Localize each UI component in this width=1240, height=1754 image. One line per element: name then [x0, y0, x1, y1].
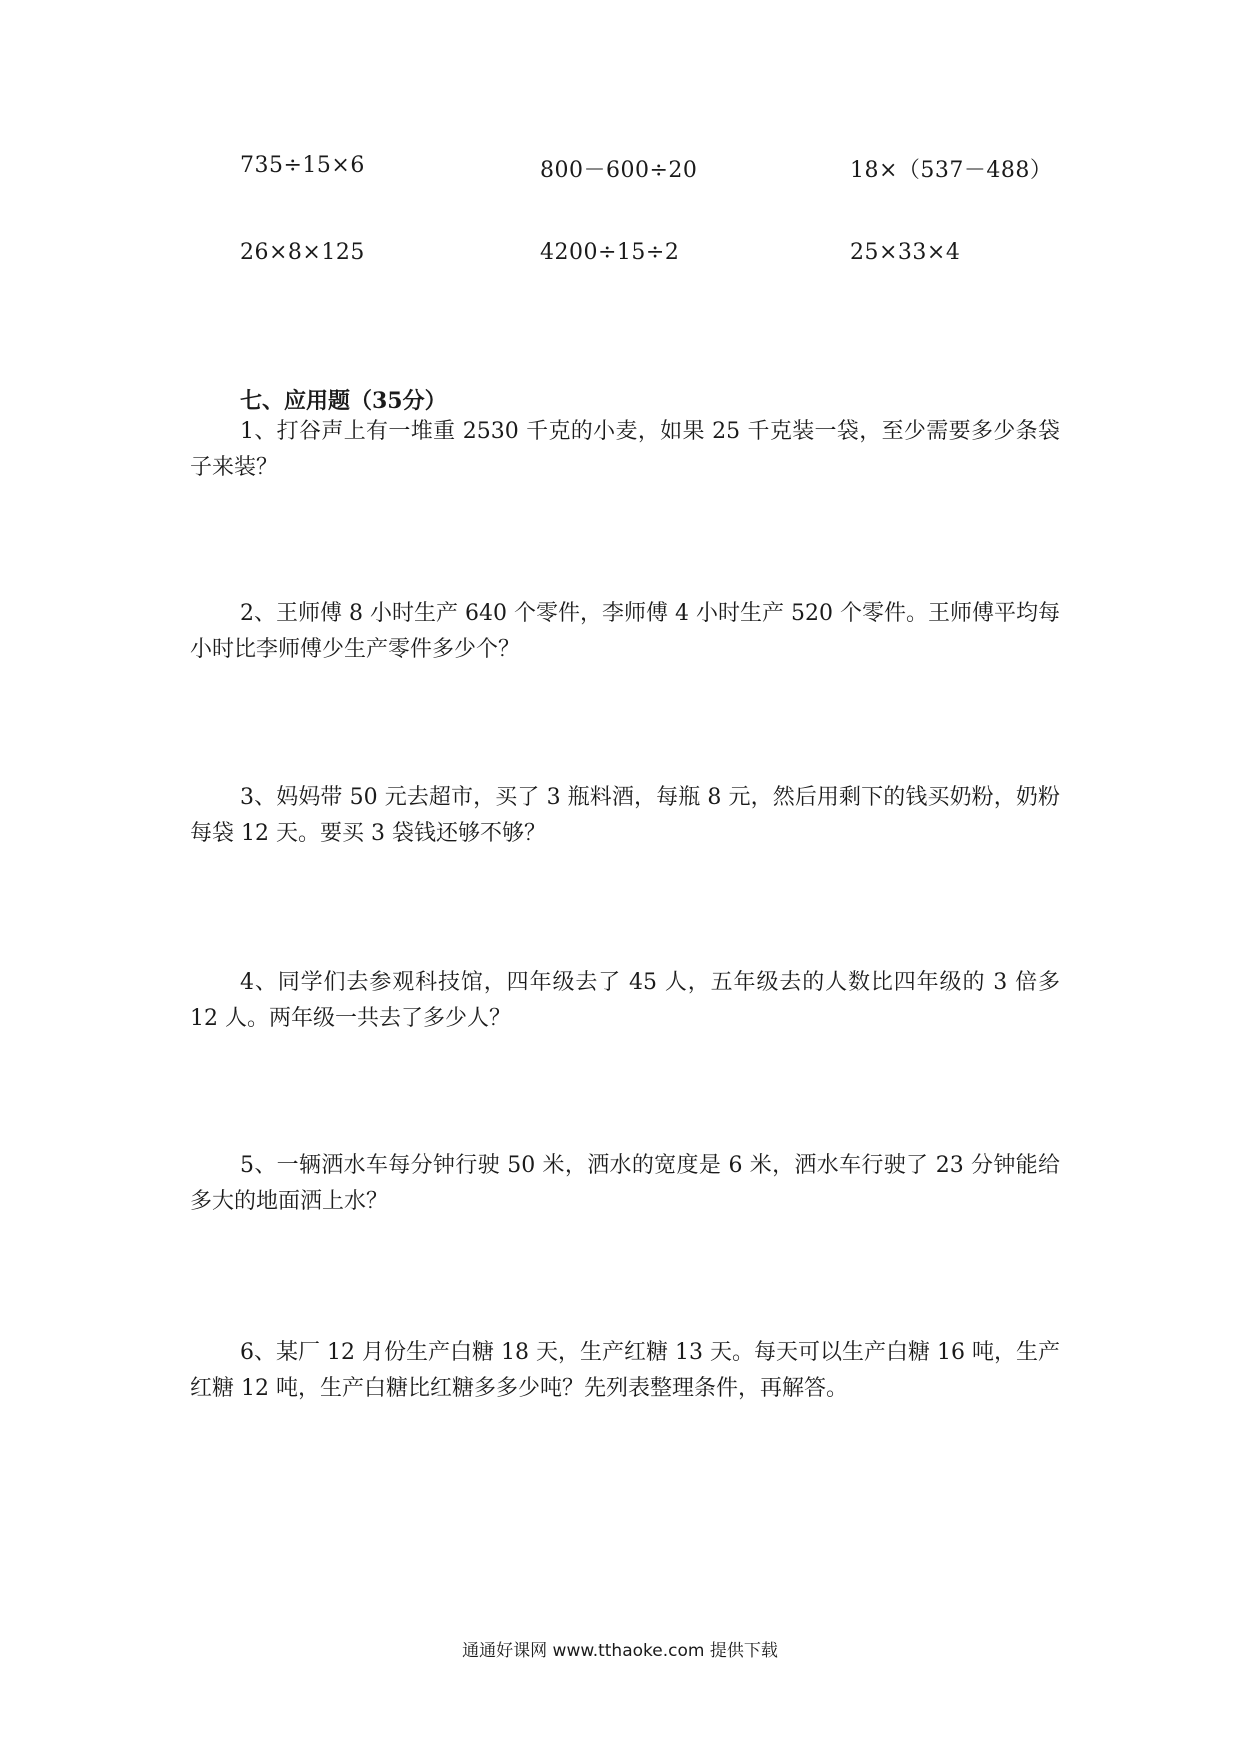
calc-expression-3: 18×（537－488） [850, 158, 1053, 183]
problem-5: 5、一辆洒水车每分钟行驶 50 米，洒水的宽度是 6 米，洒水车行驶了 23 分钟能给多大的地面洒上水？ [190, 1153, 1060, 1214]
problem-2: 2、王师傅 8 小时生产 640 个零件，李师傅 4 小时生产 520 个零件。王师傅平均每小时比李师傅少生产零件多少个？ [190, 601, 1060, 662]
problem-1: 1、打谷声上有一堆重 2530 千克的小麦，如果 25 千克装一袋，至少需要多少条袋子来装？ [190, 419, 1060, 480]
calc-expression-2: 800－600÷20 [540, 158, 698, 183]
calc-expression-6: 25×33×4 [850, 240, 961, 265]
calc-expression-1: 735÷15×6 [240, 153, 365, 178]
problem-6: 6、某厂 12 月份生产白糖 18 天，生产红糖 13 天。每天可以生产白糖 16 吨，生产红糖 12 吨，生产白糖比红糖多多少吨？先列表整理条件，再解答。 [190, 1340, 1060, 1401]
problem-3: 3、妈妈带 50 元去超市，买了 3 瓶料酒，每瓶 8 元，然后用剩下的钱买奶粉，奶粉每袋 12 天。要买 3 袋钱还够不够？ [190, 785, 1060, 846]
problem-4: 4、同学们去参观科技馆，四年级去了 45 人，五年级去的人数比四年级的 3 倍多 12 人。两年级一共去了多少人？ [190, 970, 1060, 1031]
calc-expression-5: 4200÷15÷2 [540, 240, 680, 265]
section-title: 七、应用题（35分） [240, 388, 447, 414]
footer-credit: 通通好课网 www.tthaoke.com 提供下载 [462, 1641, 778, 1661]
calc-expression-4: 26×8×125 [240, 240, 365, 265]
